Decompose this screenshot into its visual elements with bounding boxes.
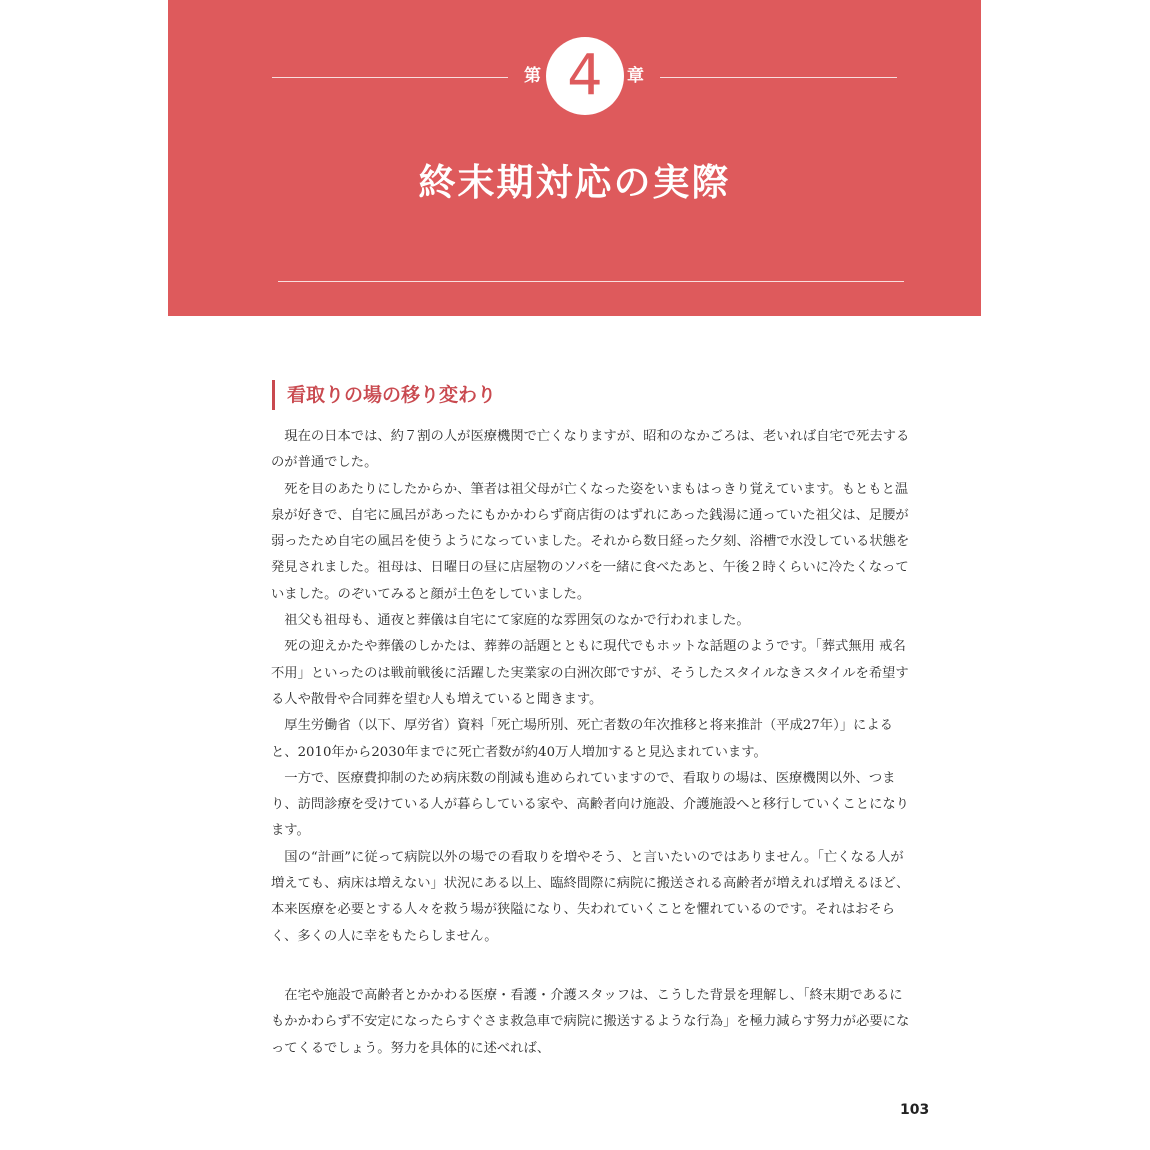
paragraph: 死の迎えかたや葬儀のしかたは、葬葬の話題とともに現代でもホットな話題のようです。「葬式無用 戒名不用」といったのは戦前戦後に活躍した実業家の白洲次郎ですが、そうしたスタイルなきスタイルを希望する人や散骨や合同葬を望む人も増えていると聞きます。 <box>271 639 909 707</box>
body-text <box>271 424 911 1062</box>
chapter-suffix: 章 <box>627 66 644 86</box>
chapter-prefix: 第 <box>524 66 541 86</box>
banner-rule-bottom <box>278 281 904 282</box>
chapter-banner <box>168 0 981 316</box>
banner-rule-right <box>660 77 897 78</box>
paragraph: 在宅や施設で高齢者とかかわる医療・看護・介護スタッフは、こうした背景を理解し、「終末期であるにもかかわらず不安定になったらすぐさま救急車で病院に搬送するような行為」を極力減らす努力が必要になってくるでしょう。努力を具体的に述べれば、 <box>271 987 910 1056</box>
page-number: 103 <box>900 1102 930 1118</box>
section-heading: 看取りの場の移り変わり <box>272 380 496 410</box>
paragraph: 一方で、医療費抑制のため病床数の削減も進められていますので、看取りの場は、医療機関以外、つまり、訪問診療を受けている人が暮らしている家や、高齢者向け施設、介護施設へと移行していくことになります。 <box>271 770 909 839</box>
paragraph: 現在の日本では、約７割の人が医療機関で亡くなりますが、昭和のなかごろは、老いれば自宅で死去するのが普通でした。 <box>271 429 910 471</box>
banner-rule-left <box>272 77 508 78</box>
paragraph-gap <box>271 950 911 983</box>
paragraph: 厚生労働省（以下、厚労省）資料「死亡場所別、死亡者数の年次推移と将来推計（平成27年）」によると、2010年から2030年までに死亡者数が約40万人増加すると見込まれています。 <box>271 718 893 760</box>
chapter-number-badge: 4 <box>546 37 624 115</box>
chapter-title: 終末期対応の実際 <box>418 161 731 204</box>
paragraph: 祖父も祖母も、通夜と葬儀は自宅にて家庭的な雰囲気のなかで行われました。 <box>284 613 750 629</box>
paragraph: 死を目のあたりにしたからか、筆者は祖父母が亡くなった姿をいまもはっきり覚えています。もともと温泉が好きで、自宅に風呂があったにもかかわらず商店街のはずれにあった銭湯に通っていた祖父は、足腰が弱ったため自宅の風呂を使うようになっていました。それから数日経った夕刻、浴槽で水没している状態を発見されました。祖母は、日曜日の昼に店屋物のソバを一緒に食べたあと、午後２時くらいに冷たくなっていました。のぞいてみると顔が土色をしていました。 <box>271 481 910 602</box>
paragraph: 国の“計画”に従って病院以外の場での看取りを増やそう、と言いたいのではありません。「亡くなる人が増えても、病床は増えない」状況にある以上、臨終間際に病院に搬送される高齢者が増えれば増えるほど、本来医療を必要とする人々を救う場が狭隘になり、失われていくことを懼れているのです。それはおそらく、多くの人に幸をもたらしません。 <box>271 849 910 944</box>
